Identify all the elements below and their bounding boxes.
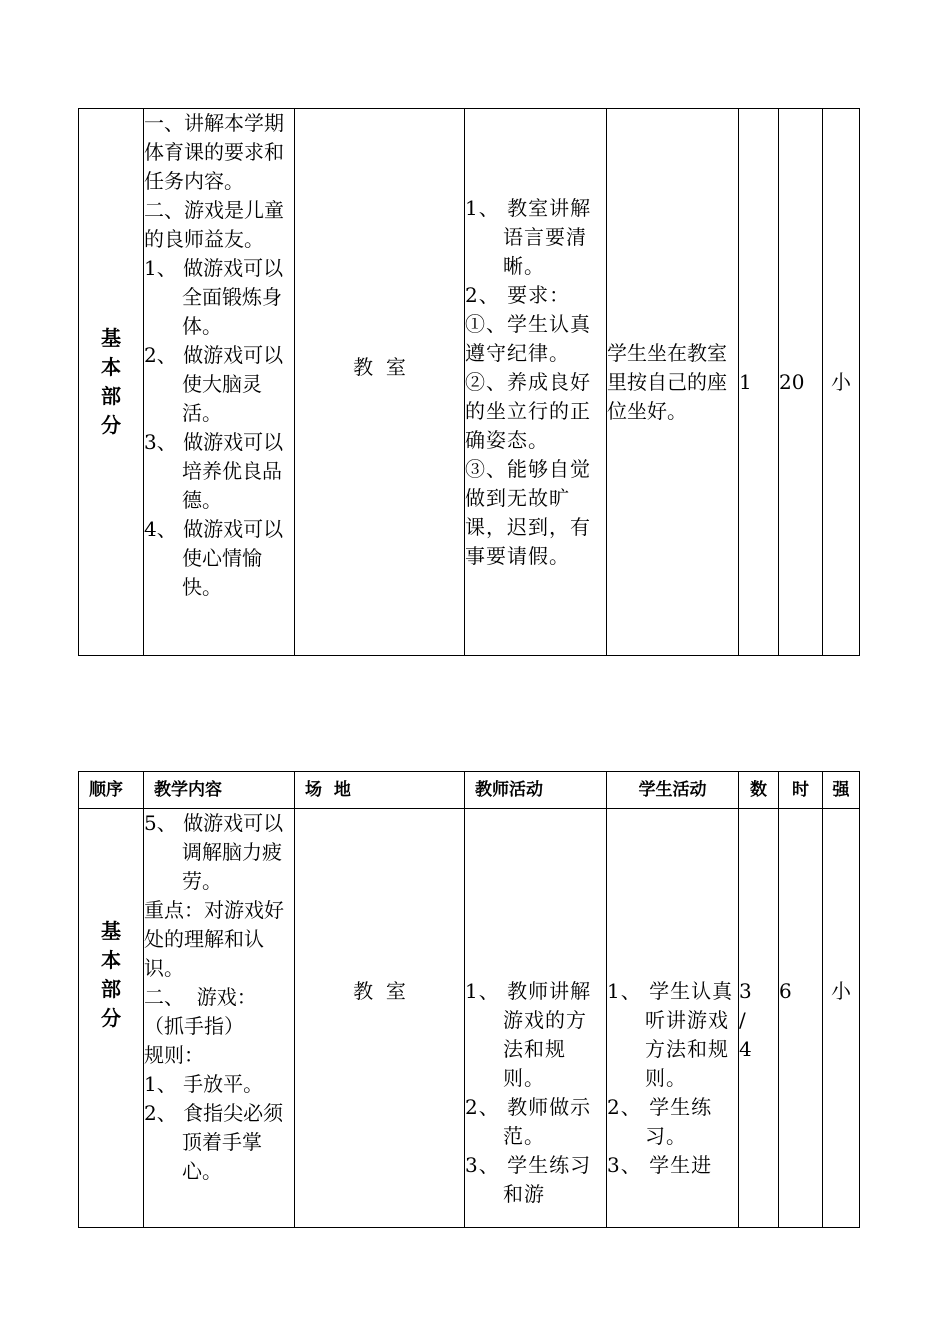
activity-line: 2、 要求： <box>465 282 571 307</box>
activity-line: ③、能够自觉做到无故旷课，迟到，有事要请假。 <box>465 456 591 568</box>
table-row <box>79 109 860 656</box>
student-activity <box>607 109 739 656</box>
venue-cell <box>295 109 465 656</box>
header-intensity: 强 <box>823 772 860 809</box>
activity-line: 3、 学生练习和游 <box>465 1153 592 1206</box>
time-cell: 20 <box>779 109 823 656</box>
section-label: 基 本 部 分 <box>79 809 144 1228</box>
activity-line: ①、学生认真遵守纪律。 <box>465 311 591 365</box>
content-line: 3、 做游戏可以培养优良品德。 <box>144 430 284 512</box>
content-line: 1、 手放平。 <box>144 1072 264 1096</box>
activity-line: 1、 教师讲解游戏的方法和规则。 <box>465 979 592 1090</box>
header-content: 教学内容 <box>144 772 295 809</box>
content-line: 二、 游戏： <box>144 985 257 1009</box>
header-count: 数 <box>739 772 779 809</box>
venue-cell <box>295 809 465 1228</box>
time-cell: 6 <box>779 809 823 1228</box>
activity-line: 2、 教师做示范。 <box>465 1095 592 1148</box>
header-time: 时 <box>779 772 823 809</box>
activity-line: 1、 学生认真听讲游戏方法和规则。 <box>607 979 734 1090</box>
content-line: 1、 做游戏可以全面锻炼身体。 <box>144 256 284 338</box>
header-student: 学生活动 <box>607 772 739 809</box>
count-cell: 3 / 4 <box>739 809 779 1228</box>
venue-text: 教 室 <box>353 979 406 1003</box>
content-line: 二、游戏是儿童的良师益友。 <box>144 198 284 251</box>
content-line: 5、 做游戏可以调解脑力疲劳。 <box>144 811 284 893</box>
header-order: 顺序 <box>79 772 144 809</box>
header-row <box>79 772 860 809</box>
teacher-activity <box>465 109 607 656</box>
intensity-cell: 小 <box>823 809 860 1228</box>
table-row <box>79 809 860 1228</box>
venue-text: 教 室 <box>353 354 406 379</box>
content-line: （抓手指） <box>144 1014 244 1038</box>
content-line: 2、 食指尖必须顶着手掌心。 <box>144 1101 284 1183</box>
intensity-cell: 小 <box>823 109 860 656</box>
content-line: 4、 做游戏可以使心情愉快。 <box>144 517 284 599</box>
content-line: 2、 做游戏可以使大脑灵活。 <box>144 343 284 425</box>
section-label: 基 本 部 分 <box>79 109 144 656</box>
teaching-content <box>144 809 295 1228</box>
content-line: 一、讲解本学期体育课的要求和任务内容。 <box>144 111 284 193</box>
activity-line: 3、 学生进 <box>607 1153 713 1177</box>
activity-line: 学生坐在教室里按自己的座位坐好。 <box>607 340 727 423</box>
activity-line: 1、 教室讲解语言要清晰。 <box>465 195 592 278</box>
lesson-table-part2 <box>78 771 860 1228</box>
count-cell: 1 <box>739 109 779 656</box>
header-venue: 场 地 <box>295 772 465 809</box>
teaching-content <box>144 109 295 656</box>
content-line: 重点：对游戏好处的理解和认识。 <box>144 898 284 980</box>
content-line: 规则： <box>144 1043 204 1067</box>
header-teacher: 教师活动 <box>465 772 607 809</box>
teacher-activity <box>465 809 607 1228</box>
activity-line: ②、养成良好的坐立行的正确姿态。 <box>465 369 591 452</box>
lesson-table-part1 <box>78 108 860 656</box>
activity-line: 2、 学生练习。 <box>607 1095 713 1148</box>
student-activity <box>607 809 739 1228</box>
